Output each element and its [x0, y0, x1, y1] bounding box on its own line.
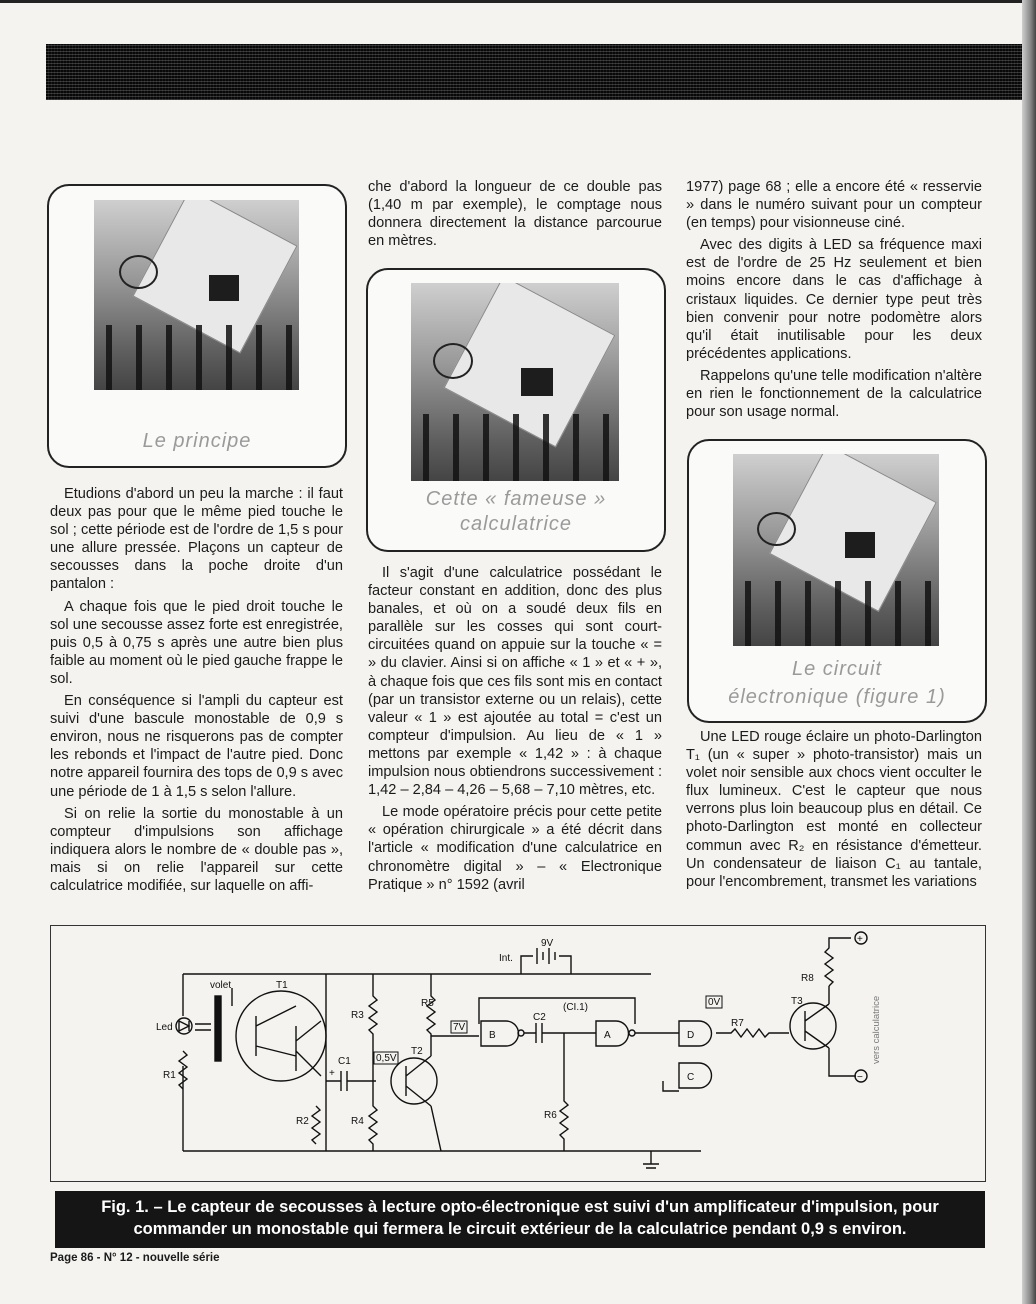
- text-column-3: [686, 728, 982, 895]
- paragraph: En conséquence si l'ampli du capteur est suivi d'une bascule monostable de 0,9 s environ, nous ne risquerons pas de compter les rebonds et l'impact de l'autre pied. Donc notre appareil fournira des tops de 0,9 s avec une période de 1 à 1,5 s selon l'allure.: [50, 693, 343, 800]
- text-column-2-top: [368, 178, 662, 254]
- page-edge: [1022, 0, 1036, 1304]
- paragraph: Rappelons qu'une telle modification n'altère en rien le fonctionnement de la calculatrice pour son usage normal.: [686, 367, 982, 421]
- label-t3: T3: [791, 996, 803, 1007]
- label-7v: 7V: [453, 1022, 466, 1033]
- paragraph: Il s'agit d'une calculatrice possédant le facteur constant en addition, donc des plus banales, et où on a soudé deux fils en parallèle sur les cosses qui sont court-circuitées quand on appuie sur la touche « = » du clavier. Ainsi si on affiche « 1 » et « + », à chaque fois que ces fils sont mis en contact (par un transistor externe ou un relais), cette valeur « 1 » est ajoutée au total = c'est un compteur d'impulsion. Au lieu de « 1 » mettons par exemple « 1,42 » : à chaque impulsion nous obtiendrons successivement : 1,42 – 2,84 – 4,26 – 5,68 – 7,10 mètres, etc.: [368, 565, 662, 799]
- photo-caption-line2: calculatrice: [459, 513, 573, 535]
- photo-frame-principle: [47, 184, 347, 468]
- photo-caption-line1: Le circuit: [791, 658, 883, 680]
- photo-frame-calculator: [366, 268, 666, 552]
- photo-principle: [94, 200, 299, 390]
- label-c1-plus: +: [329, 1068, 335, 1079]
- label-volet: volet: [210, 980, 232, 991]
- label-vers-calculatrice: vers calculatrice: [871, 995, 882, 1064]
- label-r4: R4: [351, 1116, 364, 1127]
- label-r1: R1: [163, 1070, 176, 1081]
- label-gate-b: B: [489, 1030, 496, 1041]
- photo-calculator: [411, 283, 619, 481]
- wire-loop: [433, 343, 473, 379]
- page-footer: Page 86 - N° 12 - nouvelle série: [50, 1252, 220, 1264]
- label-r2: R2: [296, 1116, 309, 1127]
- label-plus-terminal: +: [857, 934, 863, 945]
- top-rule: [0, 0, 1036, 3]
- schematic-labels: [51, 926, 985, 1181]
- label-0v: 0V: [708, 997, 721, 1008]
- label-minus-terminal: −: [857, 1072, 863, 1083]
- runners-silhouette: [94, 325, 299, 390]
- label-gate-d: D: [687, 1030, 695, 1041]
- schematic-frame: [50, 925, 986, 1182]
- header-band: [46, 44, 1036, 100]
- paragraph: Une LED rouge éclaire un photo-Darlington T₁ (un « super » photo-transistor) mais un volet noir sensible aux chocs vient occulter le flux lumineux. C'est le capteur que nous verrons plus loin beaucoup plus en détail. Ce photo-Darlington est monté en collecteur commun avec R₂ en résistance d'émetteur. Un condensateur de liaison C₁ au tantale, pour l'encombrement, transmet les variations: [686, 729, 982, 890]
- paragraph: Si on relie la sortie du monostable à un compteur d'impulsions son affichage indiquera alors le nombre de « double pas », mais si on relie l'appareil sur cette calculatrice modifiée, sur laquelle on affi-: [50, 805, 343, 894]
- label-t1: T1: [276, 980, 288, 991]
- label-c2: C2: [533, 1012, 546, 1023]
- label-r6: R6: [544, 1110, 557, 1121]
- label-int: Int.: [499, 953, 513, 964]
- label-r8: R8: [801, 973, 814, 984]
- component: [209, 275, 239, 301]
- photo-circuit: [733, 454, 939, 646]
- label-r7: R7: [731, 1018, 744, 1029]
- paragraph: Etudions d'abord un peu la marche : il faut deux pas pour que le même pied touche le sol ; cette période est de l'ordre de 1,5 s pour une allure pressée. Plaçons un capteur de secousses dans la poche droite d'un pantalon :: [50, 486, 343, 593]
- text-column-2: [368, 564, 662, 898]
- wire-loop: [757, 512, 796, 546]
- label-gate-a: A: [604, 1030, 611, 1041]
- photo-caption: Le principe: [142, 430, 252, 452]
- label-0-5v: 0,5V: [376, 1053, 397, 1064]
- wire-loop: [119, 255, 158, 289]
- paragraph: 1977) page 68 ; elle a encore été « resservie » dans le numéro suivant pour un compteur (en temps) pour visionneuse ciné.: [686, 179, 982, 232]
- text-column-1: [50, 485, 343, 899]
- label-gate-c: C: [687, 1072, 695, 1083]
- figure-caption: [55, 1191, 985, 1248]
- runners-silhouette: [411, 414, 619, 481]
- photo-frame-circuit: [687, 439, 987, 723]
- photo-caption-line2: électronique (figure 1): [728, 686, 946, 708]
- paragraph: che d'abord la longueur de ce double pas (1,40 m par exemple), le comptage nous donnera directement la distance parcourue en mètres.: [368, 179, 662, 250]
- paragraph: Le mode opératoire précis pour cette petite « opération chirurgicale » a été décrit dans l'article « modification d'une calculatrice en chronomètre digital » – « Electronique Pratique » n° 1592 (avril: [368, 804, 662, 893]
- label-c1: C1: [338, 1056, 351, 1067]
- label-led: Led: [156, 1022, 173, 1033]
- label-ci1: (CI.1): [563, 1002, 588, 1013]
- figure-caption-line1: Fig. 1. – Le capteur de secousses à lecture opto-électronique est suivi d'un amplificateur d'impulsion, pour: [101, 1198, 939, 1216]
- label-r5: R5: [421, 998, 434, 1009]
- figure-caption-line2: commander un monostable qui fermera le circuit extérieur de la calculatrice pendant 0,9 s environ.: [133, 1220, 907, 1238]
- label-9v: 9V: [541, 938, 554, 949]
- paragraph: Avec des digits à LED sa fréquence maxi est de l'ordre de 25 Hz seulement et bien moins encore dans le cas d'affichage à cristaux liquides. Ce dernier type peut très bien convenir pour notre podomètre alors qu'il était inutilisable pour les deux précédentes applications.: [686, 237, 982, 362]
- label-t2: T2: [411, 1046, 423, 1057]
- label-r3: R3: [351, 1010, 364, 1021]
- text-column-3-top: [686, 178, 982, 425]
- runners-silhouette: [733, 581, 939, 646]
- paragraph: A chaque fois que le pied droit touche le sol une secousse assez forte est enregistrée, puis 0,5 à 0,75 s après une autre bien plus faible au moment où le pied gauche frappe le sol.: [50, 598, 343, 687]
- photo-caption-line1: Cette « fameuse »: [425, 488, 607, 510]
- component: [845, 532, 875, 558]
- component: [521, 368, 553, 396]
